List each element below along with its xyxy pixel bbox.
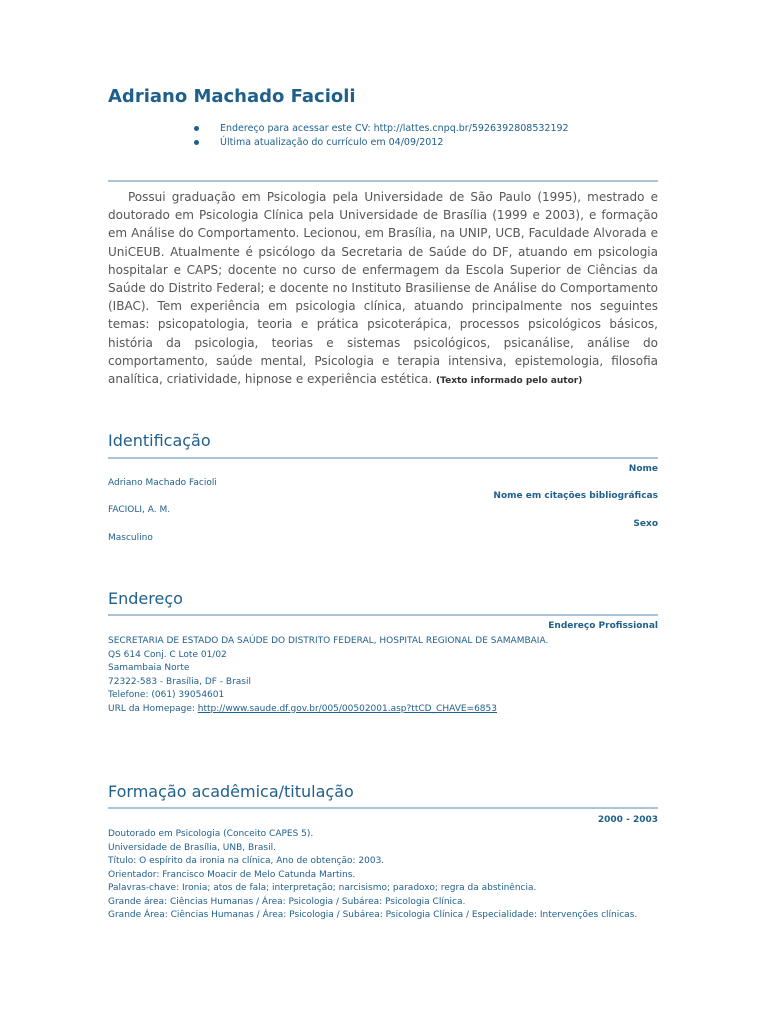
summary-paragraph [108, 188, 658, 390]
summary-text: Possui graduação em Psicologia pela Universidade de São Paulo (1995), mestrado e doutorado em Psicologia Clínica pela Universidade de Brasília (1999 e 2003), e formação em Análise do Comportamento. Lecionou, em Brasília, na UNIP, UCB, Faculdade Alvorada e UniCEUB. Atualmente é psicólogo da Secretaria de Saúde do DF, atuando em psicologia hospitalar e CAPS; docente no curso de enfermagem da Escola Superior de Ciências da Saúde do Distrito Federal; e docente no Instituto Brasiliense de Análise do Comportamento (IBAC). Tem experiência em psicologia clínica, atuando principalmente nos seguintes temas: psicopatologia, teoria e prática psicoterápica, processos psicológicos básicos, história da psicologia, teorias e sistemas psicológicos, psicanálise, análise do comportamento, saúde mental, Psicologia e terapia intensiva, epistemologia, filosofia analítica, criatividade, hipnose e experiência estética. [108, 190, 658, 387]
list-item [194, 136, 569, 150]
citacoes-label: Nome em citações bibliográficas [493, 491, 658, 501]
formacao-line: Orientador: Francisco Moacir de Melo Catunda Martins. [108, 869, 356, 880]
endereco-line: SECRETARIA DE ESTADO DA SAÚDE DO DISTRITO FEDERAL, HOSPITAL REGIONAL DE SAMAMBAIA. [108, 636, 549, 646]
page-title: Adriano Machado Facioli [108, 86, 356, 107]
header-bullets [194, 122, 569, 150]
formacao-line: Universidade de Brasília, UNB, Brasil. [108, 842, 276, 853]
endereco-line: 72322-583 - Brasília, DF - Brasil [108, 676, 251, 687]
cv-address-text: Endereço para acessar este CV: http://lattes.cnpq.br/5926392808532192 [220, 123, 569, 134]
formacao-line: Grande área: Ciências Humanas / Área: Psicologia / Subárea: Psicologia Clínica. [108, 896, 466, 907]
sexo-label: Sexo [633, 519, 658, 529]
endereco-profissional-label: Endereço Profissional [548, 621, 658, 631]
formacao-period: 2000 - 2003 [597, 815, 658, 825]
list-item [194, 122, 569, 136]
endereco-lines [108, 635, 548, 716]
section-title-identificacao: Identificação [108, 431, 211, 450]
citacoes-value: FACIOLI, A. M. [108, 505, 171, 515]
divider [108, 180, 658, 182]
homepage-link[interactable]: http://www.saude.df.gov.br/005/00502001.asp?ttCD_CHAVE=6853 [197, 703, 497, 714]
endereco-line: QS 614 Conj. C Lote 01/02 [108, 649, 227, 660]
formacao-line: Palavras-chave: Ironia; atos de fala; interpretação; narcisismo; paradoxo; regra da abstinência. [108, 883, 537, 893]
bullet-icon [194, 126, 199, 131]
section-title-endereco: Endereço [108, 589, 183, 608]
formacao-line: Título: O espírito da ironia na clínica, Ano de obtenção: 2003. [108, 856, 385, 866]
divider [108, 807, 658, 809]
homepage-row [108, 703, 548, 717]
endereco-line: Telefone: (061) 39054601 [108, 690, 225, 700]
bullet-icon [194, 140, 199, 145]
divider [108, 457, 658, 459]
homepage-label: URL da Homepage: [108, 703, 198, 714]
formacao-lines [108, 828, 637, 923]
section-title-formacao: Formação acadêmica/titulação [108, 782, 354, 801]
divider [108, 614, 658, 616]
last-update-text: Última atualização do currículo em 04/09/2012 [220, 137, 444, 148]
formacao-line: Doutorado em Psicologia (Conceito CAPES 5). [108, 829, 314, 839]
nome-label: Nome [628, 464, 658, 474]
sexo-value: Masculino [108, 533, 153, 543]
formacao-line: Grande Área: Ciências Humanas / Área: Psicologia / Subárea: Psicologia Clínica / Especialidade: Intervenções clínicas. [108, 910, 638, 920]
endereco-line: Samambaia Norte [108, 663, 190, 673]
summary-note: (Texto informado pelo autor) [436, 376, 583, 387]
nome-value: Adriano Machado Facioli [108, 478, 217, 488]
